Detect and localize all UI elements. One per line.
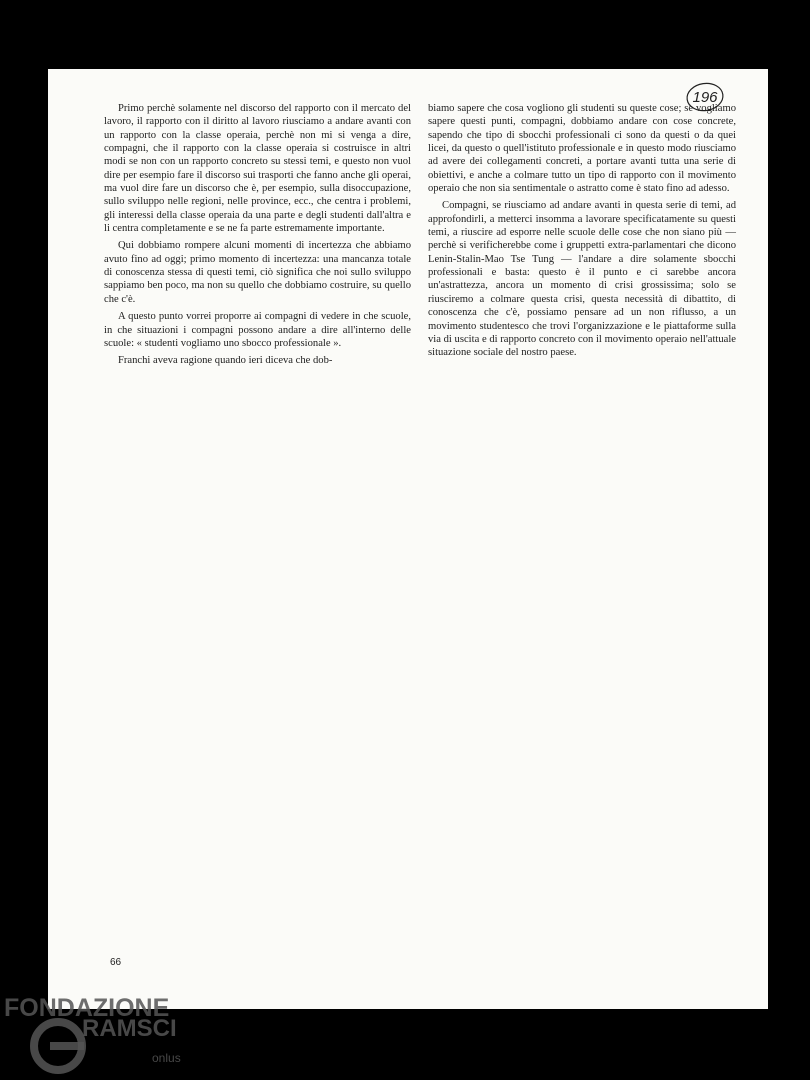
paragraph: A questo punto vorrei proporre ai compagni di vedere in che scuole, in che situazioni i compagni possono andare a dire all'interno delle scuole: « studenti vogliamo uno sbocco professionale ». [104,311,411,349]
left-column [104,102,411,372]
watermark-line3: onlus [152,1051,181,1065]
watermark-line2: RAMSCI [82,1015,177,1042]
paragraph-continuation: biamo sapere che cosa vogliono gli studenti su queste cose; se vogliamo sapere questi punti, compagni, dobbiamo andare con cose concrete, sapendo che tipo di sbocchi professionali ci sono da questi o da quei licei, da questo o quell'istituto professionale e in questo modo riusciamo ad avere dei collegamenti concreti, a portare avanti tutta una serie di obiettivi, e anche a colmare tutto un tipo di rapporto con il movimento operaio che non sia sentimentale o astratto come è stato fino ad adesso. [428,103,736,195]
paragraph: Compagni, se riusciamo ad andare avanti in questa serie di temi, ad approfondirli, a metterci insomma a lavorare specificatamente su questi temi, a riuscire ad esporre nelle scuole delle cose che non siano più — perchè si verificherebbe come i gruppetti extra-parlamentari che dicono Lenin-Stalin-Mao Tse Tung — l'andare a dire solamente sbocchi professionali e basta: questo è il punto e ci sarebbe ancora un'astrattezza, ancora un momento di crisi grossissima; solo se riusciremo a colmare questa crisi, questa necessità di dibattito, di conoscenza che c'è, possiamo pensare ad un non riflusso, a un movimento studentesco che trovi l'organizzazione e le piattaforme sulla via di uscita e di rapporto concreto con il movimento operaio nell'attuale situazione sociale del nostro paese. [428,200,736,359]
fondazione-gramsci-watermark [0,990,230,1080]
right-column [428,102,736,364]
paragraph: Franchi aveva ragione quando ieri diceva che dob- [118,355,333,367]
archive-number: 196 [692,89,718,106]
page-number: 66 [110,957,122,968]
paragraph: Qui dobbiamo rompere alcuni momenti di incertezza che abbiamo avuto fino ad oggi; primo momento di incertezza: una mancanza totale di conoscenza stessa di questi temi, ciò significa che noi sullo sviluppo sappiamo ben poco, ma non su quello che dobbiamo costruire, su quello che c'è. [104,240,411,305]
watermark-line1: FONDAZIONE [4,994,170,1022]
document-page [48,69,768,1009]
paragraph: Primo perchè solamente nel discorso del rapporto con il mercato del lavoro, il rapporto con il diritto al lavoro riusciamo a andare avanti con un rapporto con la classe operaia, perchè non mi si venga a dire, compagni, che il rapporto con la classe operaia si costruisce in altri modi se non con un rapporto concreto su stessi temi, e questo non vuol dire per esempio fare il discorso sui trasporti che fanno anche gli operai, ma vuol dire fare un discorso che è, per esempio, sulla disoccupazione, sullo sviluppo nelle regioni, nelle province, ecc., che centra i problemi, gli interessi della classe operaia da una parte e degli studenti dall'altra e li centra completamente e se ne fa parte estremamente importante. [104,103,411,235]
